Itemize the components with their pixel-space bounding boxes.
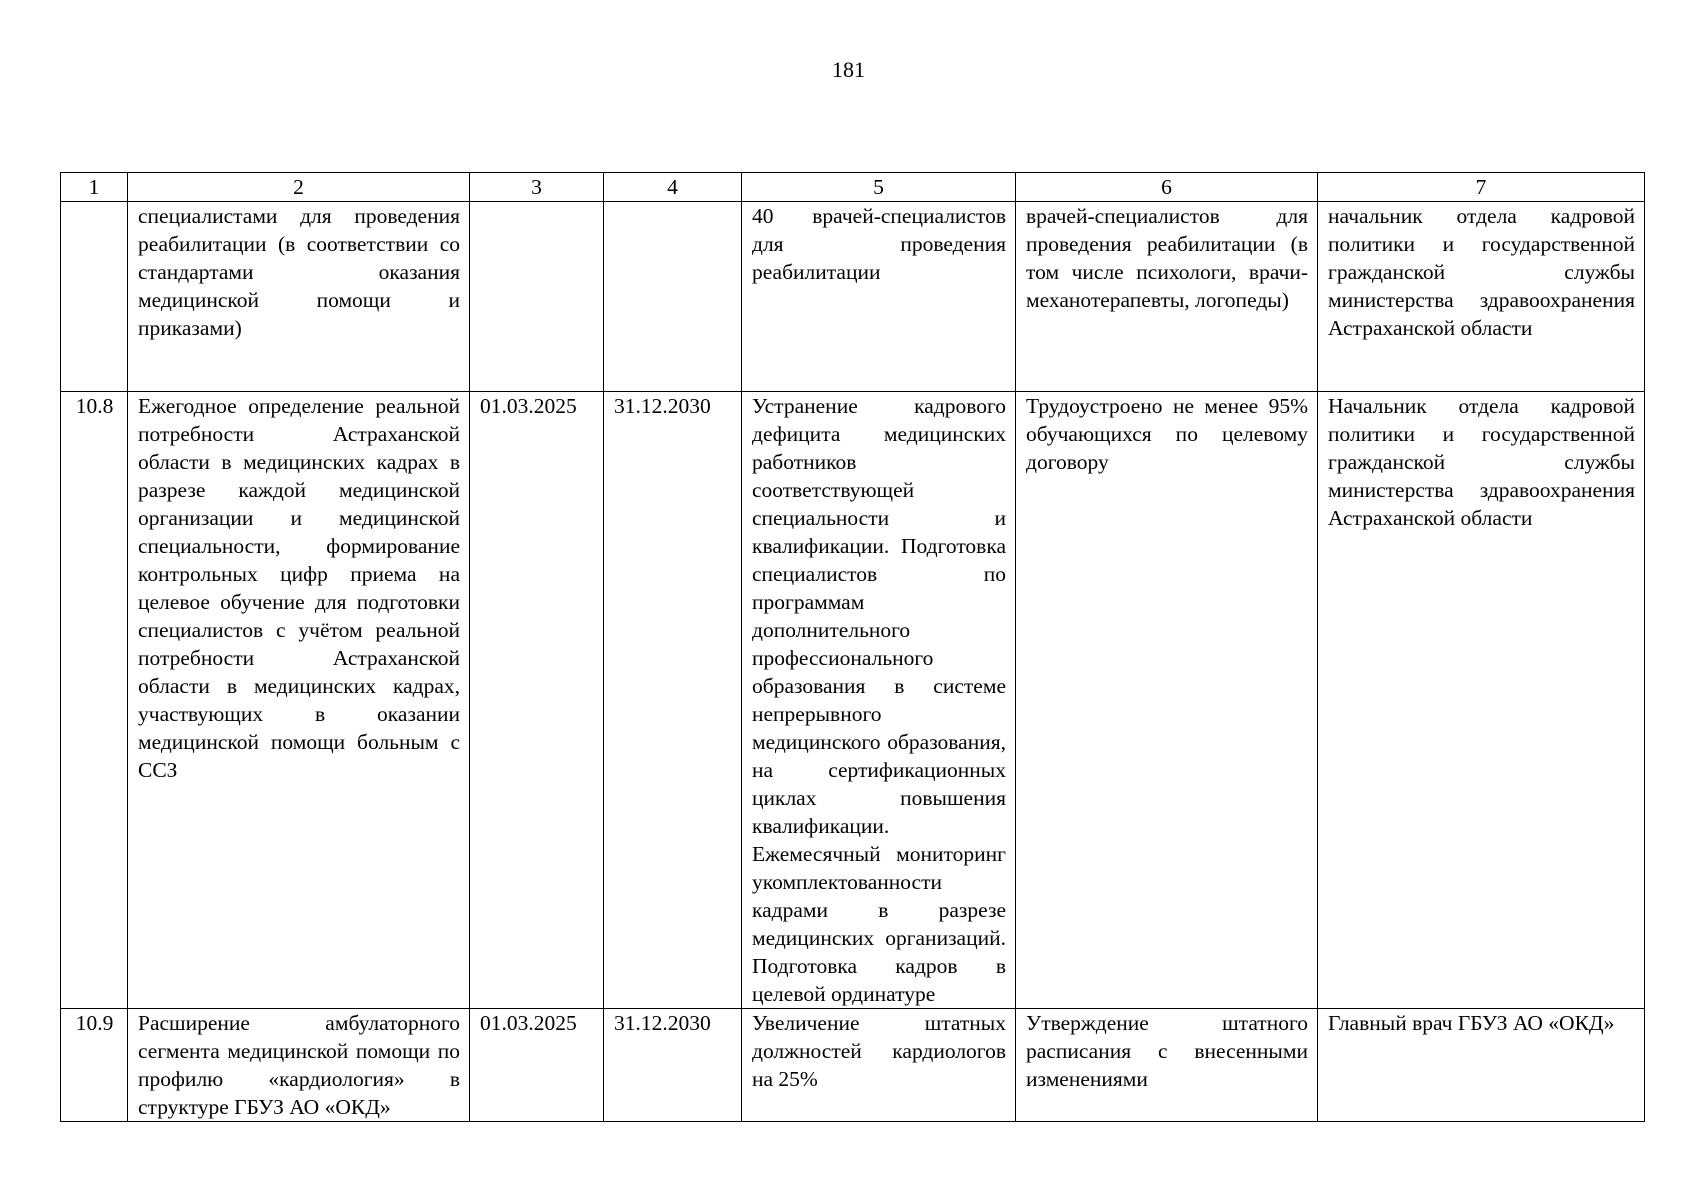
table-row (61, 1009, 1645, 1122)
row-number: 10.9 (61, 1009, 128, 1122)
page-number: 181 (832, 57, 865, 82)
measure-cell: специалистами для проведения реабилитации (в соответствии со стандартами оказания медицинской помощи и приказами) (128, 202, 470, 392)
end-date-cell (604, 202, 742, 392)
indicator-cell: Трудоустроено не менее 95% обучающихся по целевому договору (1016, 392, 1318, 1009)
header-col-4: 4 (604, 173, 742, 202)
result-cell: Увеличение штатных должностей кардиологов на 25% (742, 1009, 1016, 1122)
indicator-cell: врачей-специалистов для проведения реабилитации (в том числе психологи, врачи-механотерапевты, логопеды) (1016, 202, 1318, 392)
start-date-cell: 01.03.2025 (470, 1009, 604, 1122)
row-number (61, 202, 128, 392)
header-col-5: 5 (742, 173, 1016, 202)
responsible-cell: начальник отдела кадровой политики и государственной гражданской службы министерства здравоохранения Астраханской области (1318, 202, 1645, 392)
measures-table (60, 172, 1645, 1122)
table-row (61, 202, 1645, 392)
result-cell: Устранение кадрового дефицита медицинских работников соответствующей специальности и квалификации. Подготовка специалистов по программам дополнительного профессионального образования в системе непрерывного медицинского образования, на сертификационных циклах повышения квалификации. Ежемесячный мониторинг укомплектованности кадрами в разрезе медицинских организаций. Подготовка кадров в целевой ординатуре (742, 392, 1016, 1009)
responsible-cell: Начальник отдела кадровой политики и государственной гражданской службы министерства здравоохранения Астраханской области (1318, 392, 1645, 1009)
end-date-cell: 31.12.2030 (604, 1009, 742, 1122)
end-date-cell: 31.12.2030 (604, 392, 742, 1009)
header-col-6: 6 (1016, 173, 1318, 202)
measure-cell: Расширение амбулаторного сегмента медицинской помощи по профилю «кардиология» в структуре ГБУЗ АО «ОКД» (128, 1009, 470, 1122)
header-col-1: 1 (61, 173, 128, 202)
indicator-cell: Утверждение штатного расписания с внесенными изменениями (1016, 1009, 1318, 1122)
start-date-cell (470, 202, 604, 392)
table-row (61, 392, 1645, 1009)
responsible-cell: Главный врач ГБУЗ АО «ОКД» (1318, 1009, 1645, 1122)
header-col-7: 7 (1318, 173, 1645, 202)
measure-cell: Ежегодное определение реальной потребности Астраханской области в медицинских кадрах в разрезе каждой медицинской организации и медицинской специальности, формирование контрольных цифр приема на целевое обучение для подготовки специалистов с учётом реальной потребности Астраханской области в медицинских кадрах, участвующих в оказании медицинской помощи больным с ССЗ (128, 392, 470, 1009)
header-col-3: 3 (470, 173, 604, 202)
row-number: 10.8 (61, 392, 128, 1009)
header-col-2: 2 (128, 173, 470, 202)
header-row (61, 173, 1645, 202)
start-date-cell: 01.03.2025 (470, 392, 604, 1009)
result-cell: 40 врачей-специалистов для проведения реабилитации (742, 202, 1016, 392)
